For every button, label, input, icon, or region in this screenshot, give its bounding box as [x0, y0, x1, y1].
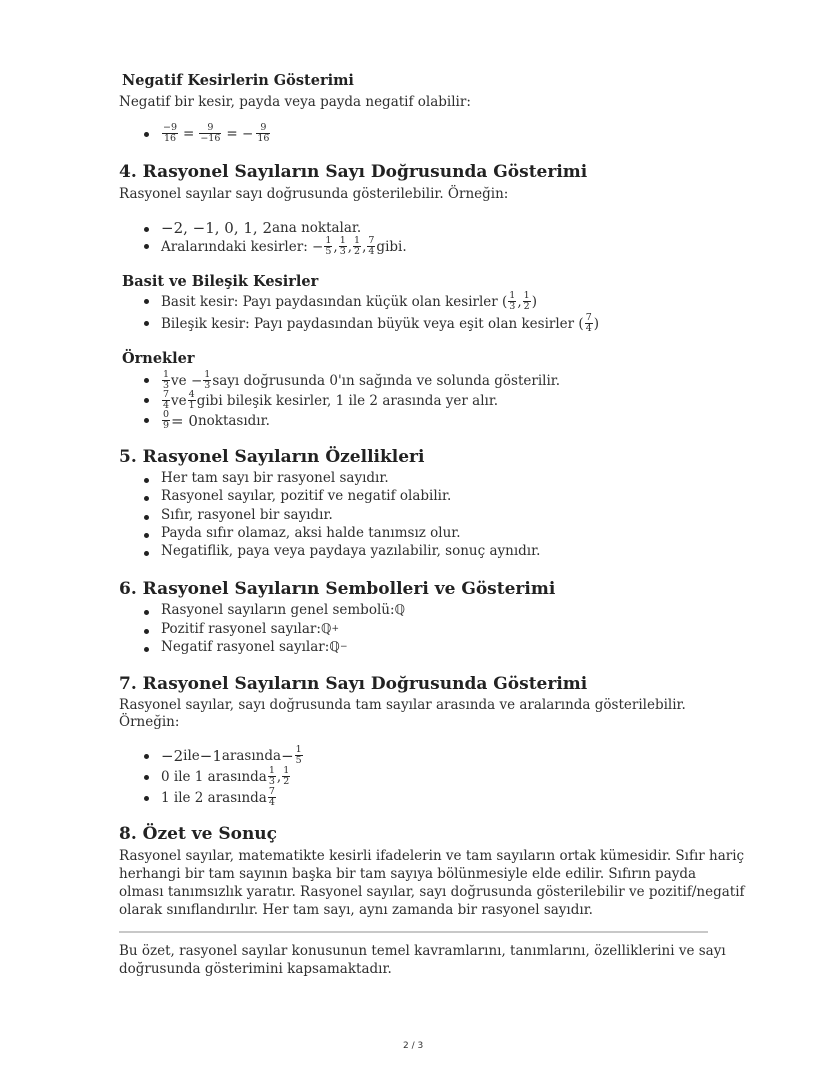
negative-fractions-heading: Negatif Kesirlerin Gösterimi [122, 72, 354, 89]
rational-set-symbol: ℚ [394, 602, 406, 618]
bullet-icon [144, 629, 149, 634]
bullet-icon [144, 398, 149, 403]
summary-line: olması tanımsızlık yaratır. Rasyonel sayılar, sayı doğrusunda gösterilebilir ve pozitif/negatif [119, 884, 745, 900]
bullet-icon [144, 227, 149, 232]
list-item: Payda sıfır olamaz, aksi halde tanımsız olur. [161, 525, 461, 541]
list-item: Her tam sayı bir rasyonel sayıdır. [161, 470, 389, 486]
section-7-text-line1: Rasyonel sayılar, sayı doğrusunda tam sayılar arasında ve aralarında gösterilebilir. [119, 697, 686, 713]
section-4-text: Rasyonel sayılar sayı doğrusunda gösterilebilir. Örneğin: [119, 186, 509, 202]
list-item: Negatif rasyonel sayılar: ℚ − [161, 639, 348, 655]
bullet-icon [144, 132, 149, 137]
bullet-icon [144, 647, 149, 652]
bullet-icon [144, 551, 149, 556]
list-item: Rasyonel sayıların genel sembolü: ℚ [161, 602, 406, 618]
section-5-heading: 5. Rasyonel Sayıların Özellikleri [119, 447, 425, 467]
section-6-heading: 6. Rasyonel Sayıların Sembolleri ve Gösterimi [119, 579, 556, 599]
list-item: $\frac{7}{4}$ ve $\frac{4}{1}$ gibi bileşik kesirler, 1 ile 2 arasında yer alır. [163, 389, 499, 411]
section-7-heading: 7. Rasyonel Sayıların Sayı Doğrusunda Gösterimi [119, 674, 588, 694]
list-item: Basit kesir: Payı paydasından küçük olan kesirler ( $\frac{1}{3}$ , $\frac{1}{2}$ ) [161, 290, 537, 312]
examples-heading: Örnekler [122, 350, 195, 367]
list-item: 0 ile 1 arasında $\frac{1}{3}$ , $\frac{1}{2}$ [161, 765, 290, 787]
footer-note-line: Bu özet, rasyonel sayılar konusunun temel kavramlarını, tanımlarını, özelliklerini ve sayı [119, 943, 726, 959]
page-number: 2 / 3 [403, 1041, 424, 1051]
section-8-heading: 8. Özet ve Sonuç [119, 824, 278, 844]
bullet-icon [144, 378, 149, 383]
list-item: −2, −1, 0, 1, 2 ana noktalar. [161, 219, 362, 237]
bullet-icon [144, 478, 149, 483]
list-item: Rasyonel sayılar, pozitif ve negatif olabilir. [161, 488, 452, 504]
horizontal-rule [119, 931, 708, 933]
negative-fractions-text: Negatif bir kesir, payda veya payda negatif olabilir: [119, 94, 471, 110]
list-item: Aralarındaki kesirler: − $\frac{1}{5}$ , $\frac{1}{3}$ , $\frac{1}{2}$ , $\frac{7}{4}$ gibi. [161, 235, 407, 257]
bullet-icon [144, 418, 149, 423]
list-item: Negatiflik, paya veya paydaya yazılabilir, sonuç aynıdır. [161, 543, 541, 559]
list-item: $\frac{1}{3}$ ve − $\frac{1}{3}$ sayı doğrusunda 0'ın sağında ve solunda gösterilir. [163, 369, 561, 391]
bullet-icon [144, 754, 149, 759]
list-item: $\frac{-9}{16}$ = $\frac{9}{-16}$ = − $\frac{9}{16}$ [163, 122, 270, 144]
bullet-icon [144, 496, 149, 501]
list-item: $\frac{0}{9}$ = 0 noktasıdır. [163, 409, 270, 431]
list-item: Bileşik kesir: Payı paydasından büyük veya eşit olan kesirler ( $\frac{7}{4}$ ) [161, 312, 600, 334]
section-7-text-line2: Örneğin: [119, 714, 180, 730]
fraction: $\frac{9}{16}$ [257, 122, 270, 144]
bullet-icon [144, 321, 149, 326]
list-item: Pozitif rasyonel sayılar: ℚ + [161, 621, 340, 637]
bullet-icon [144, 610, 149, 615]
section-4-heading: 4. Rasyonel Sayıların Sayı Doğrusunda Gösterimi [119, 162, 588, 182]
bullet-icon [144, 533, 149, 538]
list-item: Sıfır, rasyonel bir sayıdır. [161, 507, 333, 523]
summary-line: herhangi bir tam sayının başka bir tam sayıya bölünmesiyle elde edilir. Sıfırın payda [119, 866, 697, 882]
list-item: 1 ile 2 arasında $\frac{7}{4}$ [161, 786, 275, 808]
bullet-icon [144, 515, 149, 520]
footer-note-line: doğrusunda gösterimini kapsamaktadır. [119, 961, 392, 977]
summary-line: Rasyonel sayılar, matematikte kesirli ifadelerin ve tam sayıların ortak kümesidir. Sıfır hariç [119, 848, 745, 864]
bullet-icon [144, 796, 149, 801]
summary-line: olarak sınıflandırılır. Her tam sayı, aynı zamanda bir rasyonel sayıdır. [119, 902, 593, 918]
bullet-icon [144, 299, 149, 304]
fraction: $\frac{9}{-16}$ [200, 122, 221, 144]
list-item: −2 ile −1 arasında − $\frac{1}{5}$ [161, 744, 302, 766]
bullet-icon [144, 775, 149, 780]
simple-compound-heading: Basit ve Bileşik Kesirler [122, 273, 319, 290]
bullet-icon [144, 244, 149, 249]
fraction: $\frac{-9}{16}$ [163, 122, 178, 144]
